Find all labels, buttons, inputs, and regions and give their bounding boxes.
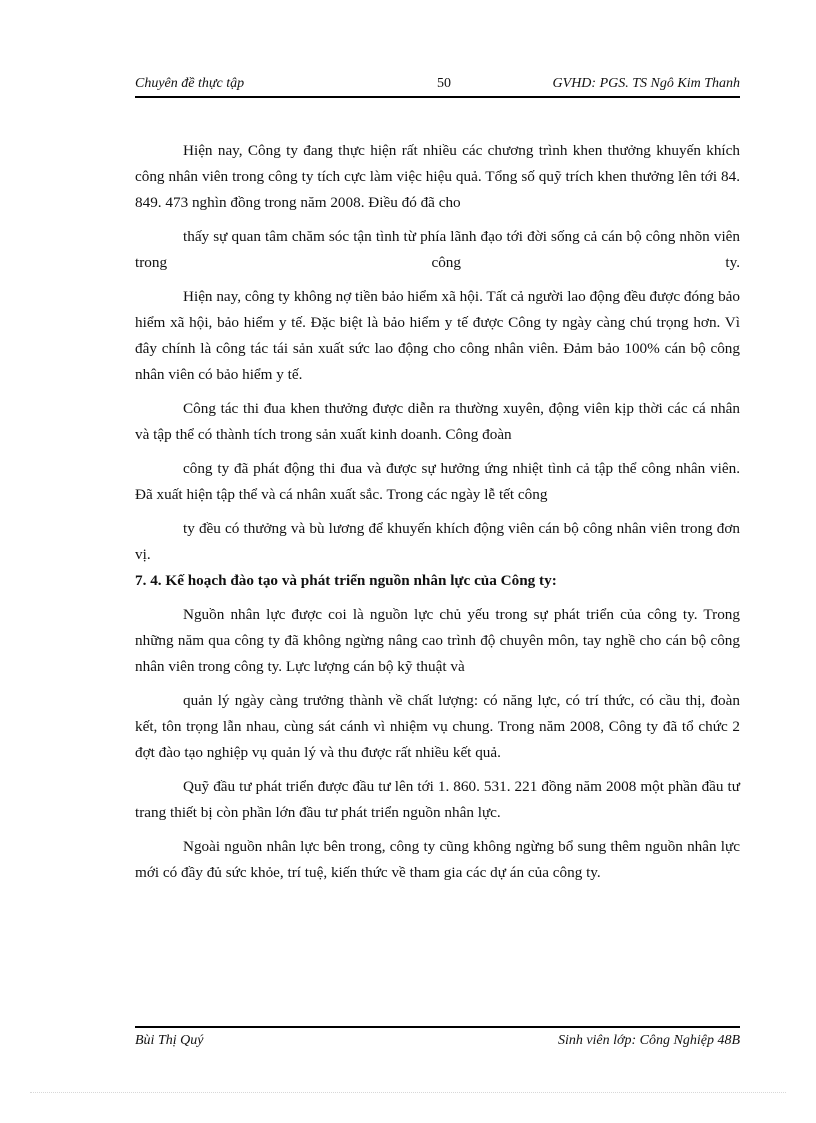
paragraph-10: Ngoài nguồn nhân lực bên trong, công ty cũng không ngừng bổ sung thêm nguồn nhân lực mới có đầy đủ sức khỏe, trí tuệ, kiến thức về tham gia các dự án của công ty.	[135, 838, 740, 881]
footer-author: Bùi Thị Quý	[135, 1033, 204, 1048]
paragraph-3: Hiện nay, công ty không nợ tiền bảo hiểm xã hội. Tất cả người lao động đều được đóng bảo hiểm xã hội, bảo hiểm y tế. Đặc biệt là bảo hiểm y tế được Công ty ngày càng chú trọng hơn. Vì đây chính là công tác tái sản xuất sức lao động cho công nhân viên. Đảm bảo 100% cán bộ công nhân viên có bảo hiểm y tế.	[135, 288, 740, 383]
footer-class: Sinh viên lớp: Công Nghiệp 48B	[557, 1033, 740, 1048]
paragraph-2: thấy sự quan tâm chăm sóc tận tình từ phía lãnh đạo tới đời sống cả cán bộ công nhõn viên trong công ty.	[135, 228, 740, 271]
page-number: 50	[437, 76, 451, 91]
page-footer	[135, 1026, 740, 1050]
paragraph-5: công ty đã phát động thi đua và được sự hưởng ứng nhiệt tình cả tập thể công nhân viên. Đã xuất hiện tập thể và cá nhân xuất sắc. Trong các ngày lễ tết công	[135, 460, 740, 503]
paragraph-8: quản lý ngày càng trưởng thành về chất lượng: có năng lực, có trí thức, có cầu thị, đoàn kết, tôn trọng lẫn nhau, cùng sát cánh vì nhiệm vụ chung. Trong năm 2008, Công ty đã tổ chức 2 đợt đào tạo nghiệp vụ quản lý và thu được rất nhiều kết quả.	[135, 692, 740, 761]
page-edge-divider	[30, 1092, 786, 1093]
header-advisor: GVHD: PGS. TS Ngô Kim Thanh	[552, 76, 740, 91]
paragraph-1: Hiện nay, Công ty đang thực hiện rất nhiều các chương trình khen thưởng khuyến khích công nhân viên trong công ty tích cực làm việc hiệu quả. Tổng số quỹ trích khen thưởng lên tới 84. 849. 473 nghìn đồng trong năm 2008. Điều đó đã cho	[135, 142, 740, 211]
page-header	[135, 76, 740, 98]
paragraph-9: Quỹ đầu tư phát triển được đầu tư lên tới 1. 860. 531. 221 đồng năm 2008 một phần đầu tư trang thiết bị còn phần lớn đầu tư phát triển nguồn nhân lực.	[135, 778, 740, 821]
paragraph-7: Nguồn nhân lực được coi là nguồn lực chủ yếu trong sự phát triển của công ty. Trong những năm qua công ty đã không ngừng nâng cao trình độ chuyên môn, tay nghề cho cán bộ công nhân viên trong công ty. Lực lượng cán bộ kỹ thuật và	[135, 606, 740, 675]
document-body	[135, 138, 740, 886]
paragraph-4: Công tác thi đua khen thưởng được diễn ra thường xuyên, động viên kịp thời các cá nhân và tập thể có thành tích trong sản xuất kinh doanh. Công đoàn	[135, 400, 740, 443]
section-heading: 7. 4. Kế hoạch đào tạo và phát triển nguồn nhân lực của Công ty:	[135, 572, 557, 589]
header-title: Chuyên đề thực tập	[135, 76, 245, 91]
paragraph-6: ty đều có thưởng và bù lương để khuyến khích động viên cán bộ công nhân viên trong đơn vị.	[135, 520, 740, 563]
